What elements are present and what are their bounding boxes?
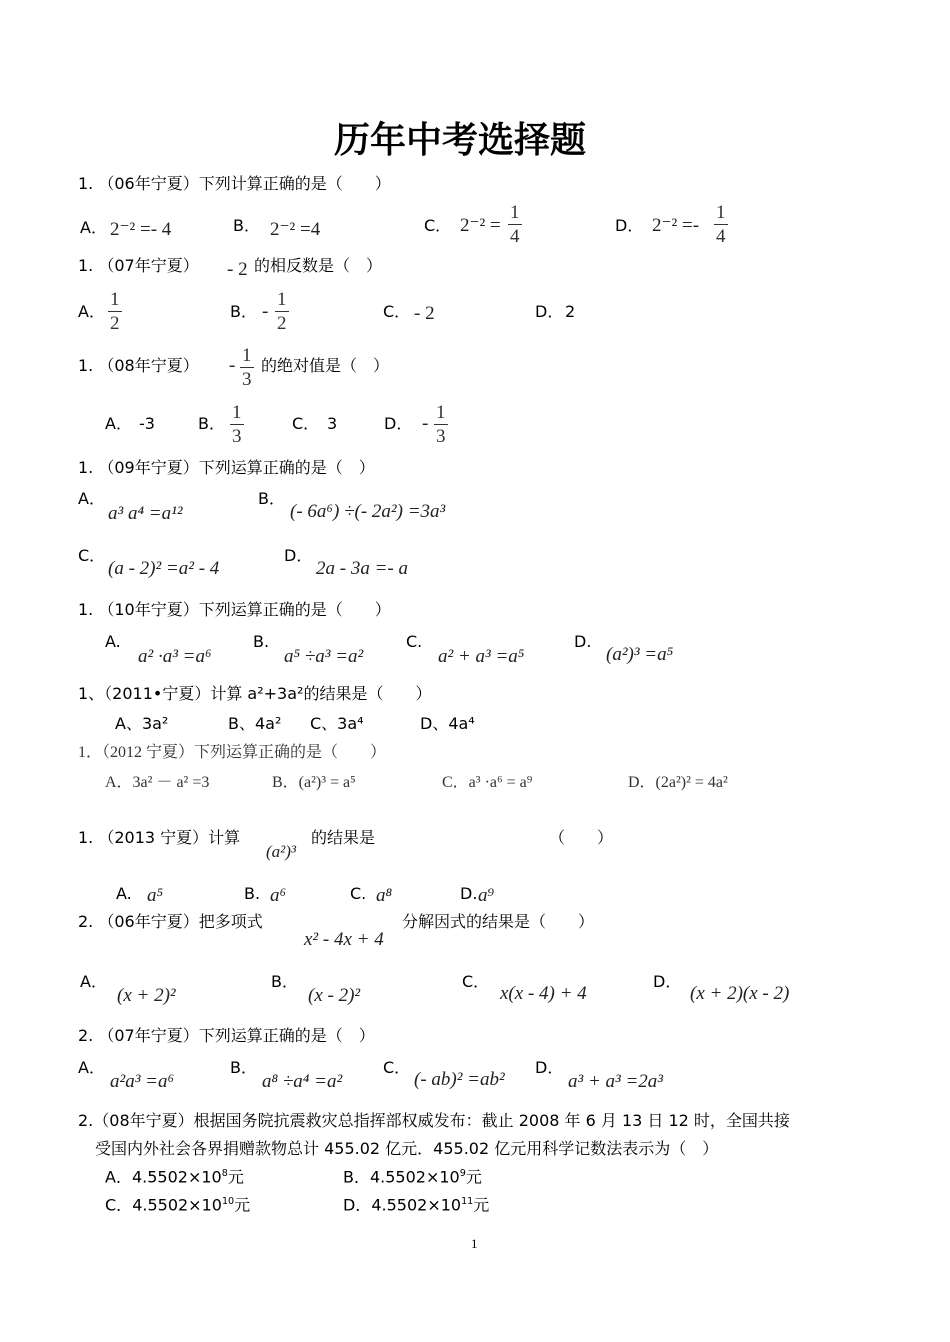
q6-option-b: B、4a² xyxy=(228,714,282,733)
q9-option-d-label: D． xyxy=(653,972,682,991)
q8-option-a-expr: a⁵ xyxy=(147,885,164,906)
q8-option-b-label: B. xyxy=(244,884,261,903)
q3-d-numerator: 1 xyxy=(436,402,446,423)
q10-option-a-expr: a²a³ =a⁶ xyxy=(110,1071,175,1092)
question-8-stem-suffix: 的结果是 xyxy=(311,828,376,847)
question-2-stem-suffix: 的相反数是（ ） xyxy=(254,256,383,275)
q7-option-a: A．3a² － a² =3 xyxy=(105,774,210,791)
q11-option-b xyxy=(343,1169,482,1185)
question-7-stem: 1．（2012 宁夏）下列运算正确的是（ ） xyxy=(78,744,387,761)
q8-option-d-label: D. xyxy=(460,884,478,903)
q2-a-denominator: 2 xyxy=(110,313,120,334)
q1-option-b-expr: 2⁻² =4 xyxy=(270,219,321,240)
q7-option-d: D．(2a²)² = 4a² xyxy=(628,774,728,791)
q3-option-d-label: D． xyxy=(384,414,413,433)
question-3-stem-fraction xyxy=(240,346,254,389)
q3-option-c-value: 3 xyxy=(327,414,338,433)
q11-option-c xyxy=(105,1197,250,1213)
q10-option-c-label: C． xyxy=(383,1058,411,1077)
q11-option-b-unit: 元 xyxy=(465,1167,482,1187)
q2-option-d-label: D． xyxy=(535,302,564,321)
q4-option-b-label: B． xyxy=(258,489,285,508)
q3-option-b-fraction xyxy=(230,403,244,446)
q5-option-d-label: D. xyxy=(574,632,592,651)
q11-option-d-base: 4.5502×10 xyxy=(371,1195,462,1215)
q3-option-d-fraction xyxy=(434,403,448,446)
q3-option-d-sign: - xyxy=(422,413,429,434)
q9-option-d-expr: (x + 2)(x - 2) xyxy=(690,983,790,1004)
q2-a-numerator: 1 xyxy=(110,289,120,310)
q10-option-d-label: D． xyxy=(535,1058,564,1077)
question-4-stem: 1. （09年宁夏）下列运算正确的是（ ） xyxy=(78,458,375,477)
q2-option-c-expr: - 2 xyxy=(414,303,435,324)
question-11-stem-line1: 2.（08年宁夏）根据国务院抗震救灾总指挥部权威发布：截止 2008 年 6 月 13 日 12 时，全国共接 xyxy=(78,1111,790,1130)
q3-stem-denominator: 3 xyxy=(242,369,252,390)
q2-option-b-sign: - xyxy=(262,301,269,322)
q4-option-c-label: C． xyxy=(78,546,106,565)
q11-option-a-exp: 8 xyxy=(221,1168,228,1179)
q5-option-d-expr: (a²)³ =a⁵ xyxy=(606,644,674,665)
q2-option-c-label: C． xyxy=(383,302,411,321)
q6-option-c: C、3a⁴ xyxy=(310,714,364,733)
q2-option-d-value: 2 xyxy=(565,302,576,321)
q1-option-a-label: A． xyxy=(80,218,107,237)
question-9-stem-suffix: 分解因式的结果是（ ） xyxy=(402,912,595,931)
q2-option-a-fraction xyxy=(108,290,122,333)
question-8-answer-paren: （ ） xyxy=(549,828,614,847)
q5-option-c-expr: a² + a³ =a⁵ xyxy=(438,646,525,667)
q6-option-d: D、4a⁴ xyxy=(420,714,475,733)
question-3-stem-prefix: 1. （08年宁夏） xyxy=(78,356,199,375)
q11-option-d xyxy=(343,1197,489,1213)
page-title: 历年中考选择题 xyxy=(334,119,587,161)
q10-option-c-expr: (- ab)² =ab² xyxy=(414,1069,505,1090)
q9-option-a-expr: (x + 2)² xyxy=(117,985,176,1006)
q11-option-d-unit: 元 xyxy=(473,1195,490,1215)
page-number: 1 xyxy=(471,1236,478,1251)
q1-option-d-label: D． xyxy=(615,216,644,235)
q5-option-a-label: A. xyxy=(105,632,121,651)
q7-option-b: B．(a²)³ = a⁵ xyxy=(272,774,356,791)
q5-option-c-label: C. xyxy=(406,632,423,651)
q10-option-a-label: A． xyxy=(78,1058,105,1077)
q4-option-d-expr: 2a - 3a =- a xyxy=(316,558,408,579)
q1-option-c-label: C． xyxy=(424,216,452,235)
q4-option-b-expr: (- 6a⁶) ÷(- 2a²) =3a³ xyxy=(290,501,446,522)
q8-option-c-label: C. xyxy=(350,884,367,903)
q4-option-c-expr: (a - 2)² =a² - 4 xyxy=(108,558,220,579)
q1-d-denominator: 4 xyxy=(716,226,726,247)
q4-option-a-label: A． xyxy=(78,489,105,508)
q10-option-d-expr: a³ + a³ =2a³ xyxy=(568,1071,663,1092)
q5-option-b-label: B. xyxy=(253,632,270,651)
q2-b-denominator: 2 xyxy=(277,313,287,334)
q3-b-numerator: 1 xyxy=(232,402,242,423)
q11-option-a-base: 4.5502×10 xyxy=(131,1167,222,1187)
q4-option-a-expr: a³ a⁴ =a¹² xyxy=(108,503,183,524)
q3-stem-numerator: 1 xyxy=(242,345,252,366)
question-10-stem: 2. （07年宁夏）下列运算正确的是（ ） xyxy=(78,1026,375,1045)
q1-option-c-expr: 2⁻² = xyxy=(460,215,501,236)
q1-c-numerator: 1 xyxy=(510,202,520,223)
q8-option-b-expr: a⁶ xyxy=(270,885,287,906)
q2-option-a-label: A． xyxy=(78,302,105,321)
q2-b-numerator: 1 xyxy=(277,289,287,310)
q11-option-d-label: D． xyxy=(343,1195,372,1215)
q1-c-denominator: 4 xyxy=(510,226,520,247)
q11-option-c-base: 4.5502×10 xyxy=(132,1195,222,1215)
q11-option-b-base: 4.5502×10 xyxy=(369,1167,460,1187)
question-9-stem-expr: x² - 4x + 4 xyxy=(304,929,384,950)
q5-option-b-expr: a⁵ ÷a³ =a² xyxy=(284,646,364,667)
q1-option-a-expr: 2⁻² =- 4 xyxy=(110,219,172,240)
q3-option-c-label: C． xyxy=(292,414,320,433)
q3-option-a-value: -3 xyxy=(139,414,155,433)
q11-option-c-unit: 元 xyxy=(234,1195,251,1215)
q11-option-b-exp: 9 xyxy=(459,1168,466,1179)
q1-option-b-label: B． xyxy=(233,216,260,235)
q11-option-c-label: C． xyxy=(105,1195,133,1215)
q5-option-a-expr: a² ·a³ =a⁶ xyxy=(138,646,212,667)
q1-d-numerator: 1 xyxy=(716,202,726,223)
q9-option-b-label: B． xyxy=(271,972,298,991)
q9-option-b-expr: (x - 2)² xyxy=(308,985,361,1006)
question-8-stem-prefix: 1. （2013 宁夏）计算 xyxy=(78,828,241,847)
question-3-stem-suffix: 的绝对值是（ ） xyxy=(261,356,390,375)
q2-option-b-label: B． xyxy=(230,302,257,321)
q2-option-b-fraction xyxy=(275,290,289,333)
q8-option-a-label: A. xyxy=(116,884,132,903)
q3-d-denominator: 3 xyxy=(436,426,446,447)
q11-option-b-label: B． xyxy=(343,1167,370,1187)
q3-option-b-label: B． xyxy=(198,414,225,433)
q3-b-denominator: 3 xyxy=(232,426,242,447)
question-2-stem-expr: - 2 xyxy=(227,259,248,280)
q1-option-c-fraction xyxy=(508,203,522,246)
q11-option-a-label: A． xyxy=(105,1167,132,1187)
q1-option-d-expr: 2⁻² =- xyxy=(652,215,700,236)
q6-option-a: A、3a² xyxy=(115,714,169,733)
q4-option-d-label: D． xyxy=(284,546,313,565)
question-5-stem: 1. （10年宁夏）下列运算正确的是（ ） xyxy=(78,600,391,619)
q8-option-d-expr: a⁹ xyxy=(478,885,495,906)
q11-option-a-unit: 元 xyxy=(227,1167,244,1187)
q9-option-c-expr: x(x - 4) + 4 xyxy=(500,983,587,1004)
q9-option-a-label: A． xyxy=(80,972,107,991)
q1-option-d-fraction xyxy=(714,203,728,246)
q3-option-a-label: A． xyxy=(105,414,132,433)
q8-option-c-expr: a⁸ xyxy=(376,885,393,906)
q7-option-c: C．a³ ·a⁶ = a⁹ xyxy=(442,774,533,791)
question-6-stem: 1、（2011•宁夏）计算 a²+3a²的结果是（ ） xyxy=(78,684,432,703)
question-11-stem-line2: 受国内外社会各界捐赠款物总计 455.02 亿元．455.02 亿元用科学记数法表示为（ ） xyxy=(95,1139,719,1158)
q11-option-a xyxy=(105,1169,244,1185)
question-1-stem: 1. （06年宁夏）下列计算正确的是（ ） xyxy=(78,174,391,193)
q10-option-b-expr: a⁸ ÷a⁴ =a² xyxy=(262,1071,343,1092)
question-2-stem-prefix: 1. （07年宁夏） xyxy=(78,256,199,275)
q11-option-d-exp: 11 xyxy=(461,1196,474,1207)
question-8-stem-expr: (a²)³ xyxy=(266,842,297,861)
question-3-stem-sign: - xyxy=(229,355,236,376)
question-9-stem-prefix: 2. （06年宁夏）把多项式 xyxy=(78,912,263,931)
q10-option-b-label: B． xyxy=(230,1058,257,1077)
q11-option-c-exp: 10 xyxy=(221,1196,235,1207)
q9-option-c-label: C． xyxy=(462,972,490,991)
